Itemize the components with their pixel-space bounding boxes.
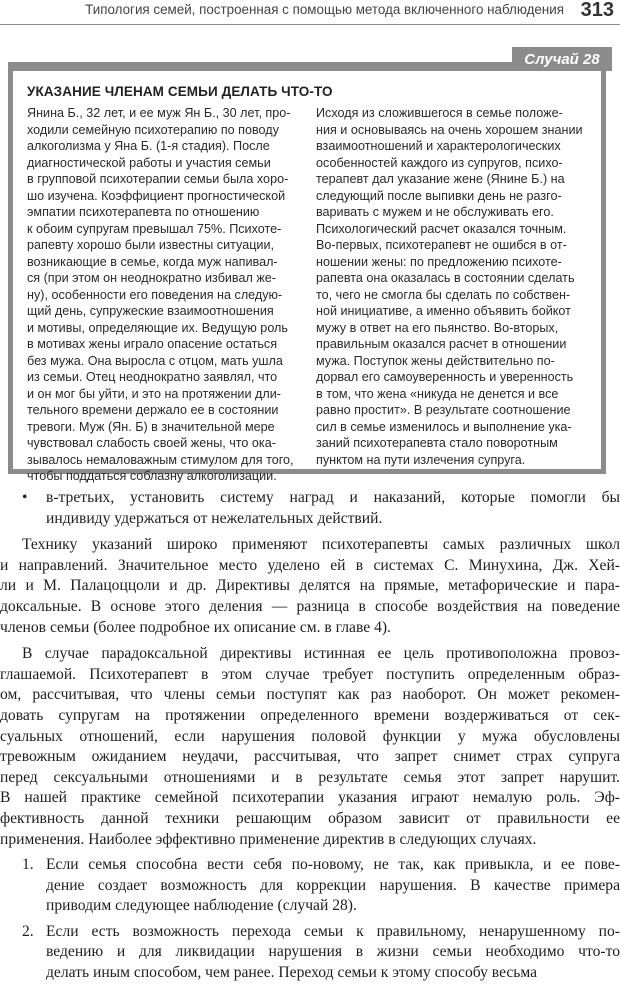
bullet-mark: • <box>22 489 28 506</box>
case-title: УКАЗАНИЕ ЧЛЕНАМ СЕМЬИ ДЕЛАТЬ ЧТО-ТО <box>27 84 333 99</box>
text-line: Если есть возможность перехода семьи к правильному, ненарушенному по- <box>46 922 620 940</box>
case-text-line: ной инициативе, а именно объявить бойкот <box>316 304 571 318</box>
text-line: делать иным способом, чем ранее. Переход семьи к этому способу весьма <box>46 964 538 982</box>
bullet-text <box>46 488 620 529</box>
text-line: В случае парадоксальной директивы истинная ее цель противоположна провоз- <box>22 645 620 663</box>
case-text-line: ся (при этом он неоднократно избивал же- <box>27 271 276 285</box>
case-text-line: рапевту хорошо были известны ситуации, <box>27 238 274 252</box>
case-text-line: пунктом на пути излечения супруга. <box>316 452 526 467</box>
text-line: В нашей практике семейной психотерапии указания играют немалую роль. Эф- <box>0 789 620 807</box>
text-line: членов семьи (более подробное их описание см. в главе 4). <box>0 618 391 636</box>
case-text-line: чтобы поддаться соблазну алкоголизации. <box>27 469 277 483</box>
text-line: ом, рассчитывая, что члены семьи поступят как раз наоборот. Он может рекомен- <box>0 686 620 704</box>
text-line: перед сексуальными отношениями и в результате семья этот запрет нарушит. <box>0 768 620 786</box>
case-text-line: Исходя из сложившегося в семье положе- <box>316 106 563 120</box>
body-text <box>0 488 620 984</box>
case-text-line: следующий после выпивки день не разго- <box>316 188 562 203</box>
case-text-line: ходили семейную психотерапию по поводу <box>27 122 279 137</box>
text-line: применения. Наиболее эффективно применение директив в следующих случаях. <box>0 830 537 848</box>
case-text-line: сил в семье изменилось и выполнение ука- <box>316 419 572 434</box>
case-text-line: Во-первых, психотерапевт не ошибся в от- <box>316 238 567 252</box>
text-line: Технику указаний широко применяют психотерапевты самых различных школ <box>22 536 620 554</box>
case-text-line: в том, что жена «никуда не денется и все <box>316 386 559 401</box>
case-text-line: Янина Б., 32 лет, и ее муж Ян Б., 30 лет, про- <box>27 106 291 120</box>
case-text-line: правильным оказался расчет в отношении <box>316 337 567 351</box>
case-text-line: ну), особенности его поведения на следую- <box>27 287 283 302</box>
bullet-item <box>0 488 620 529</box>
case-text-line: и он мог бы уйти, и это на протяжении дли- <box>27 386 281 401</box>
case-text-line: равно простит». В результате соотношение <box>316 403 571 417</box>
case-text-line: ношении жены: по предложению психоте- <box>316 254 562 269</box>
case-text-line: тревоги. Муж (Ян. Б) в значительной мере <box>27 419 275 434</box>
case-text-line: чувствовал слабость своей жены, что ока- <box>27 436 276 450</box>
case-text-line: в групповой психотерапии семьи была хоро- <box>27 172 289 186</box>
running-title: Типология семей, построенная с помощью метода включенного наблюдения <box>85 2 564 17</box>
case-text-line: тельного времени держало ее в состоянии <box>27 403 279 417</box>
text-line: индивиду удержаться от нежелательных действий. <box>46 509 383 527</box>
case-text-line: из семьи. Отец неоднократно заявлял, что <box>27 370 278 384</box>
page-number: 313 <box>580 0 614 21</box>
paragraph-techniques <box>0 535 620 638</box>
text-line: Если семья способна вести себя по-новому, не так, как привыкла, и ее пове- <box>46 856 620 874</box>
case-text-line: и мотивы, определяющие их. Ведущую роль <box>27 320 288 335</box>
case-text-line: щий день, супружеские взаимоотношения <box>27 304 274 318</box>
item-1-number: 1. <box>22 856 34 874</box>
text-line: суальных отношений, если нарушения половой функции у мужа обусловлены <box>0 727 620 745</box>
case-text-line: эмпатии психотерапевта по отношению <box>27 205 260 219</box>
case-text-line: Психологический расчет оказался точным. <box>316 221 567 236</box>
case-text-line: в мотивах жены играло опасение остаться <box>27 337 278 351</box>
case-text-line: взаимоотношений и характерологических <box>316 139 561 153</box>
case-text-line: шо изучена. Коэффициент прогностической <box>27 188 286 203</box>
text-line: дение создает возможность для коррекции нарушения. В качестве примера <box>46 876 620 894</box>
case-text-line: без мужа. Она выросла с отцом, мать ушла <box>27 353 283 368</box>
text-line: фективность данной техники решающим образом зависит от правильности ее <box>0 809 620 827</box>
case-left-column <box>27 105 299 485</box>
text-line: и направлений. Значительное место уделено ей в системах С. Минухина, Дж. Хей- <box>0 556 620 574</box>
paragraph-paradoxical <box>0 644 620 850</box>
case-text-line: алкоголизма у Яна Б. (1-я стадия). После <box>27 139 270 153</box>
case-right-column <box>316 105 592 468</box>
page-header <box>0 0 620 22</box>
text-line: довать супругам на протяжении определенного времени воздерживаться от сек- <box>0 706 620 724</box>
text-line: глашаемой. Психотерапевт в этом случае требует поступить определенным образ- <box>0 665 620 683</box>
case-text-line: дорвал его самоуверенность и уверенность <box>316 370 574 384</box>
case-box <box>8 62 606 483</box>
case-text-line: мужу в ответ на его пьянство. Во-вторых, <box>316 320 559 335</box>
case-text-line: к обоим супругам превышал 75%. Психоте- <box>27 221 282 236</box>
text-line: доксальные. В основе этого деления — разница в способе воздействия на поведение <box>0 597 620 615</box>
text-line: тревожным ожиданием неудачи, рассчитывая, что запрет снимет страх супруга <box>0 748 620 766</box>
case-text-line: диагностической работы и участия семьи <box>27 155 271 170</box>
item-1-text <box>46 855 620 917</box>
numbered-item-1 <box>0 855 620 917</box>
text-line: приводим следующее наблюдение (случай 28). <box>46 897 357 915</box>
text-line: ли и М. Палацоццоли и др. Директивы делятся на прямые, метафорические и пара- <box>0 577 620 595</box>
case-text-line: рапевта она оказалась в состоянии сделать <box>316 271 575 285</box>
case-text-line: терапевт дал указание жене (Янине Б.) на <box>316 172 565 186</box>
item-2-text <box>46 922 620 984</box>
case-tab-label: Случай 28 <box>512 47 612 71</box>
numbered-item-2 <box>0 922 620 984</box>
case-text-line: возникающие в семье, когда муж напивал- <box>27 254 278 269</box>
text-line: ведению и для ликвидации нарушения в жизни семьи необходимо что-то <box>46 943 620 961</box>
case-text-line: варивать с мужем и не обслуживать его. <box>316 205 554 219</box>
header-rule <box>0 24 620 25</box>
item-2-number: 2. <box>22 922 34 940</box>
case-text-line: то, чего не смогла бы сделать по собствен- <box>316 287 571 302</box>
text-line: в-третьих, установить систему наград и наказаний, которые помогли бы <box>46 489 620 506</box>
case-text-line: зывалось немаловажным стимулом для того, <box>27 452 294 467</box>
case-text-line: особенностей каждого из супругов, психо- <box>316 155 563 170</box>
case-text-line: ния и основываясь на очень хорошем знании <box>316 122 583 137</box>
case-text-line: мужа. Поступок жены действительно по- <box>316 353 555 368</box>
case-text-line: заний психотерапевта стало поворотным <box>316 436 558 450</box>
